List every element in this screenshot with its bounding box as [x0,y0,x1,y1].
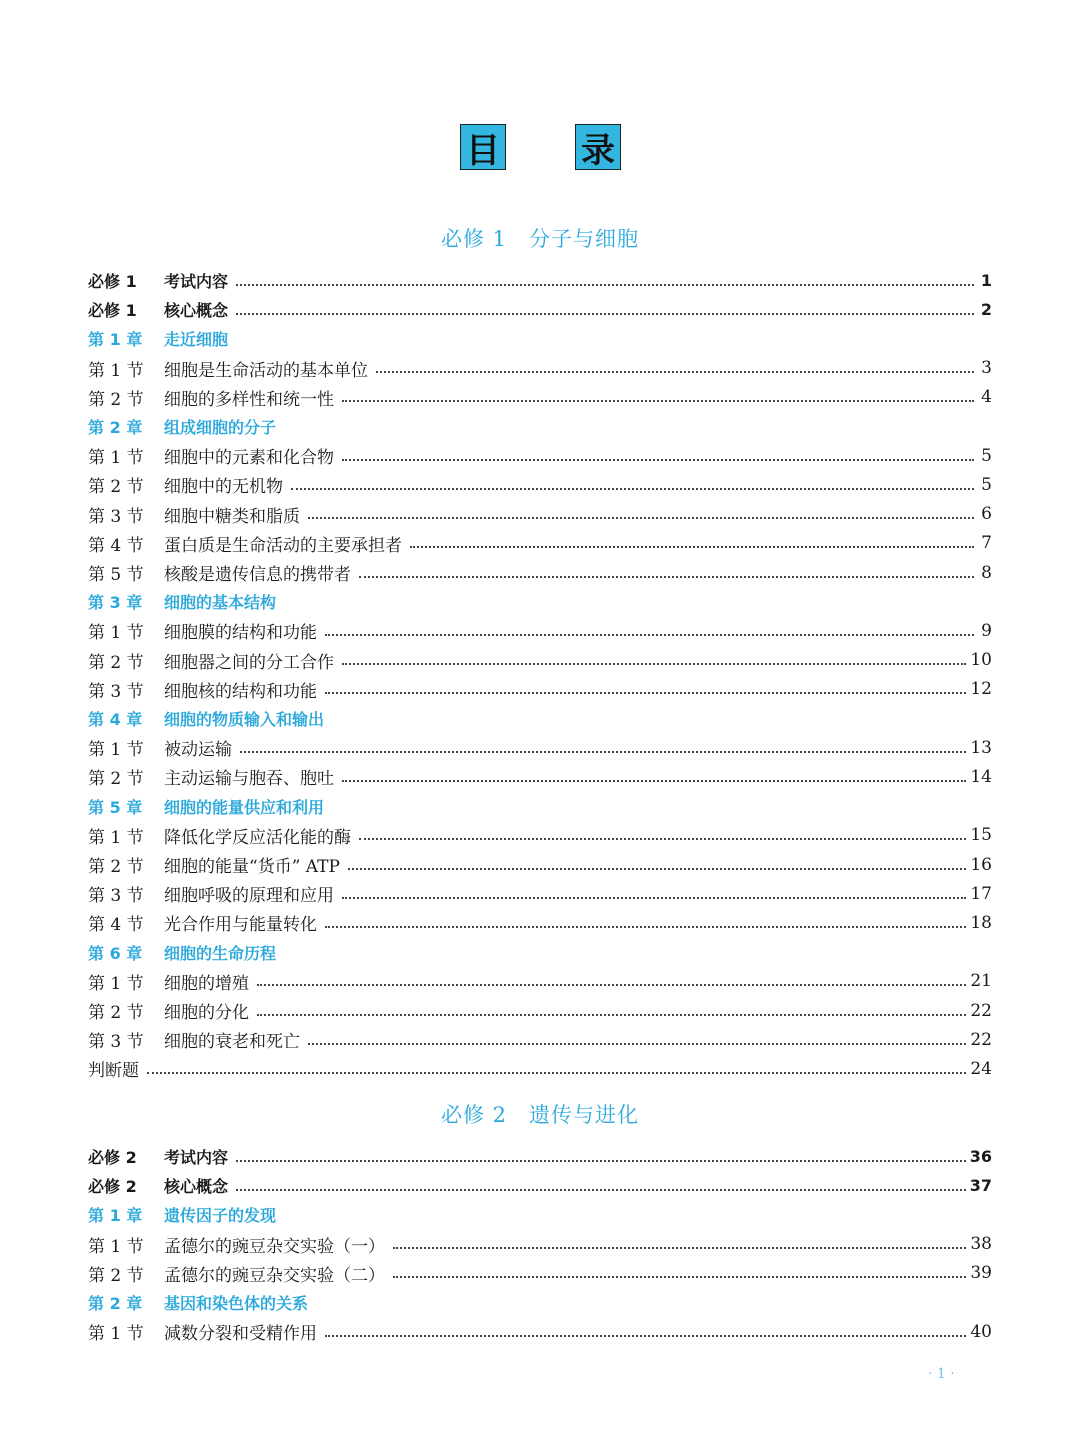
toc-entry[interactable] [88,558,992,587]
toc-entry-title: 判断题 [88,1061,139,1082]
toc-entry-label [88,941,276,964]
toc-entry-title: 细胞呼吸的原理和应用 [164,886,334,907]
dot-leader [257,1014,966,1016]
module-header-1 [0,223,1080,253]
toc-entry-title: 基因和染色体的关系 [164,1294,309,1313]
dot-leader [348,868,966,870]
dot-leader [257,984,966,986]
toc-chapter-heading[interactable] [88,412,992,441]
module-header-name: 遗传与进化 [529,1103,640,1127]
toc-entry[interactable] [88,500,992,529]
toc-entry[interactable] [88,879,992,908]
dot-leader [325,634,974,636]
toc-entry-number: 第 2 节 [88,857,144,877]
toc-entry-label [88,1145,228,1168]
toc-entry-label [88,590,276,613]
toc-entry[interactable] [88,441,992,470]
dot-leader [325,926,966,928]
toc-entry-label [88,269,228,292]
toc-entry-number: 第 1 节 [88,827,144,848]
toc-entry-label [88,735,232,760]
toc-page-number: 14 [970,766,992,787]
toc-entry-label [88,472,283,497]
toc-entry-label [88,795,324,818]
toc-entry-number: 第 5 章 [88,797,143,817]
toc-entry-title: 细胞的分化 [164,1003,249,1023]
toc-page-number: 3 [981,358,992,379]
toc-page-number: 10 [970,650,992,671]
dot-leader [308,1043,966,1045]
toc-entry-label [88,502,300,527]
toc-page-number: 7 [981,533,992,554]
toc-page-number: 21 [970,971,992,992]
toc-entry-title: 细胞器之间的分工合作 [164,652,334,673]
toc-entry[interactable] [88,1317,992,1346]
toc-entry-number: 第 1 节 [88,1236,144,1257]
dot-leader [393,1247,966,1249]
toc-chapter-heading[interactable] [88,324,992,353]
toc-entry-label [88,443,334,468]
toc-entry[interactable] [88,1142,992,1171]
toc-entry-title: 细胞核的结构和功能 [164,681,317,702]
toc-page-number: 18 [970,912,992,933]
toc-entry-label [88,327,228,350]
dot-leader [376,371,974,373]
toc-entry-title: 考试内容 [164,272,229,291]
toc-page-number: 38 [970,1234,992,1255]
toc-entry-label [88,1291,308,1314]
toc-entry-title: 考试内容 [164,1148,229,1167]
toc-page-number: 6 [981,504,992,525]
toc-entry-title: 细胞的增殖 [164,973,249,994]
toc-entry-title: 核心概念 [164,1177,229,1197]
toc-entry-title: 细胞是生命活动的基本单位 [164,360,368,381]
toc-entry-number: 第 1 节 [88,973,144,994]
toc-page-number: 22 [970,1000,992,1021]
toc-entry-number: 第 2 节 [88,1003,144,1023]
toc-entry[interactable] [88,762,992,791]
toc-page-number: 40 [970,1321,992,1342]
toc-entry[interactable] [88,1171,992,1200]
toc-entry-title: 细胞的能量供应和利用 [164,797,325,817]
dot-leader [393,1276,966,1278]
toc-entry[interactable] [88,1054,992,1083]
toc-entry-title: 细胞的衰老和死亡 [164,1032,300,1053]
toc-page-number: 9 [981,620,992,641]
toc-chapter-heading[interactable] [88,1288,992,1317]
toc-page-number: 37 [969,1176,992,1196]
toc-entry-label [88,764,334,789]
title-char-box-1: 目 [460,124,506,170]
toc-entry[interactable] [88,1025,992,1054]
toc-entry-label [88,1203,276,1226]
toc-entry-number: 第 1 章 [88,1206,143,1226]
toc-entry-label [88,560,351,585]
toc-entry-title: 细胞膜的结构和功能 [164,623,317,644]
toc-chapter-heading[interactable] [88,587,992,616]
toc-entry[interactable] [88,529,992,558]
toc-entry-title: 组成细胞的分子 [164,418,277,437]
toc-entry-label [88,823,351,848]
toc-entry-label [88,356,368,381]
toc-entry-title: 被动运输 [164,740,232,761]
toc-chapter-heading[interactable] [88,704,992,733]
toc-entry-title: 细胞的生命历程 [164,943,277,963]
toc-entry-number: 第 2 节 [88,769,144,790]
module-header-num: 必修 2 [440,1103,508,1127]
toc-chapter-heading[interactable] [88,1200,992,1229]
toc-entry-title: 走近细胞 [164,330,229,350]
toc-entry-title: 细胞中糖类和脂质 [164,506,300,527]
toc-entry[interactable] [88,354,992,383]
toc-entry-number: 第 2 章 [88,418,143,437]
toc-chapter-heading[interactable] [88,792,992,821]
toc-entry-title: 细胞中的无机物 [164,477,283,498]
toc-entry[interactable] [88,266,992,295]
toc-chapter-heading[interactable] [88,938,992,967]
toc-entry-number: 第 6 章 [88,943,143,963]
toc-entry[interactable] [88,967,992,996]
toc-entry-number: 必修 2 [88,1148,137,1167]
dot-leader [291,488,974,490]
toc-entry[interactable] [88,470,992,499]
toc-entry-label [88,969,249,994]
toc-page-number: 36 [969,1147,992,1166]
toc-entry-title: 核酸是遗传信息的携带者 [164,565,351,585]
toc-page-number: 16 [970,854,992,875]
toc-entry-number: 第 5 节 [88,565,144,585]
toc-page-number: 22 [970,1029,992,1050]
toc-entry-number: 第 2 节 [88,477,144,498]
toc-entry-label [88,1027,300,1052]
toc-entry-title: 细胞的多样性和统一性 [164,389,334,410]
toc-entry-label [88,707,324,730]
dot-leader [236,313,974,315]
page-number: · 1 · [928,1366,955,1382]
toc-entry-number: 第 2 章 [88,1294,143,1313]
toc-entry-number: 第 1 节 [88,740,144,761]
toc-entry[interactable] [88,733,992,762]
dot-leader [359,838,966,840]
toc-entry[interactable] [88,821,992,850]
dot-leader [342,459,974,461]
toc-entry-title: 主动运输与胞吞、胞吐 [164,769,334,790]
toc-page-number: 2 [980,300,992,320]
module-header-num: 必修 1 [440,227,508,251]
dot-leader [236,284,974,286]
toc-entry-number: 第 2 节 [88,389,144,410]
toc-entry-label [88,385,334,410]
dot-leader [325,692,966,694]
toc-page-number: 4 [981,387,992,408]
toc-entry-title: 遗传因子的发现 [164,1206,277,1226]
toc-entry-label [88,618,317,643]
toc-page-number: 12 [970,679,992,700]
dot-leader [342,663,966,665]
toc-entry-number: 必修 1 [88,272,137,291]
toc-entry-label [88,910,317,935]
toc-entry-number: 第 1 节 [88,623,144,644]
toc-page-number: 5 [981,445,992,466]
toc-entry-label [88,1056,139,1081]
toc-entry-number: 必修 2 [88,1177,137,1197]
toc-page-number: 17 [970,883,992,904]
toc-entry[interactable] [88,616,992,645]
toc-entry-label [88,531,402,556]
toc-entry-number: 第 3 节 [88,681,144,702]
module-header-2 [0,1099,1080,1129]
toc-page-number: 13 [970,737,992,758]
toc-entry-title: 光合作用与能量转化 [164,915,317,936]
dot-leader [342,897,966,899]
toc-entry[interactable] [88,996,992,1025]
toc-entry-number: 第 4 章 [88,710,143,729]
toc-entry-title: 核心概念 [164,301,229,321]
toc-entry-label [88,298,228,321]
toc-page-number: 8 [981,562,992,583]
dot-leader [342,400,974,402]
dot-leader [236,1189,966,1191]
toc-entry-label [88,648,334,673]
toc-page-number: 39 [970,1263,992,1284]
toc-entry-title: 细胞中的元素和化合物 [164,448,334,469]
dot-leader [236,1160,966,1162]
dot-leader [325,1335,966,1337]
toc-entry-label [88,852,340,877]
toc-entry-label [88,1174,228,1197]
toc-entry[interactable] [88,908,992,937]
toc-page-number: 24 [970,1058,992,1079]
toc-entry-number: 第 4 节 [88,915,144,936]
toc-entry-number: 第 1 节 [88,1324,144,1345]
module-header-name: 分子与细胞 [529,227,640,251]
toc-entry-label [88,881,334,906]
toc-entry-number: 第 3 章 [88,593,143,613]
toc-entry-title: 细胞的物质输入和输出 [164,710,325,729]
toc-entry-number: 必修 1 [88,301,137,321]
toc-page-number: 15 [970,825,992,846]
toc-entry-label [88,998,249,1023]
toc-entry-title: 减数分裂和受精作用 [164,1324,317,1345]
dot-leader [308,517,974,519]
toc-entry-number: 第 3 节 [88,506,144,527]
toc-entry-number: 第 2 节 [88,1265,144,1286]
toc-page-number: 5 [981,474,992,495]
dot-leader [359,576,974,578]
toc-entry-number: 第 4 节 [88,535,144,556]
toc-entry-number: 第 3 节 [88,886,144,907]
toc-entry-title: 降低化学反应活化能的酶 [164,827,351,848]
toc-entry-number: 第 1 节 [88,360,144,381]
toc-title [0,124,1080,170]
toc-entry-label [88,677,317,702]
toc-entry-title: 蛋白质是生命活动的主要承担者 [164,535,402,556]
dot-leader [240,751,966,753]
toc-entry-label [88,415,276,438]
toc-entry-number: 第 1 章 [88,330,143,350]
toc-entry[interactable] [88,1230,992,1259]
toc-entry-title: 孟德尔的豌豆杂交实验（二） [164,1265,385,1286]
toc-entry[interactable] [88,383,992,412]
toc-entry[interactable] [88,295,992,324]
toc-entry-label [88,1232,385,1257]
toc-entry[interactable] [88,675,992,704]
title-char-box-2: 录 [575,124,621,170]
dot-leader [410,546,974,548]
toc-entry-title: 孟德尔的豌豆杂交实验（一） [164,1236,385,1257]
toc-entry[interactable] [88,646,992,675]
toc-entry[interactable] [88,850,992,879]
dot-leader [147,1072,966,1074]
toc-entry-number: 第 3 节 [88,1032,144,1053]
toc-entry-number: 第 2 节 [88,652,144,673]
toc-entry-label [88,1319,317,1344]
toc-entry-label [88,1261,385,1286]
toc-page-number: 1 [980,271,992,290]
dot-leader [342,780,966,782]
toc-entry-title: 细胞的能量“货币” ATP [164,857,340,877]
toc-entry-title: 细胞的基本结构 [164,593,277,613]
toc-entry-number: 第 1 节 [88,448,144,469]
toc-entry[interactable] [88,1259,992,1288]
